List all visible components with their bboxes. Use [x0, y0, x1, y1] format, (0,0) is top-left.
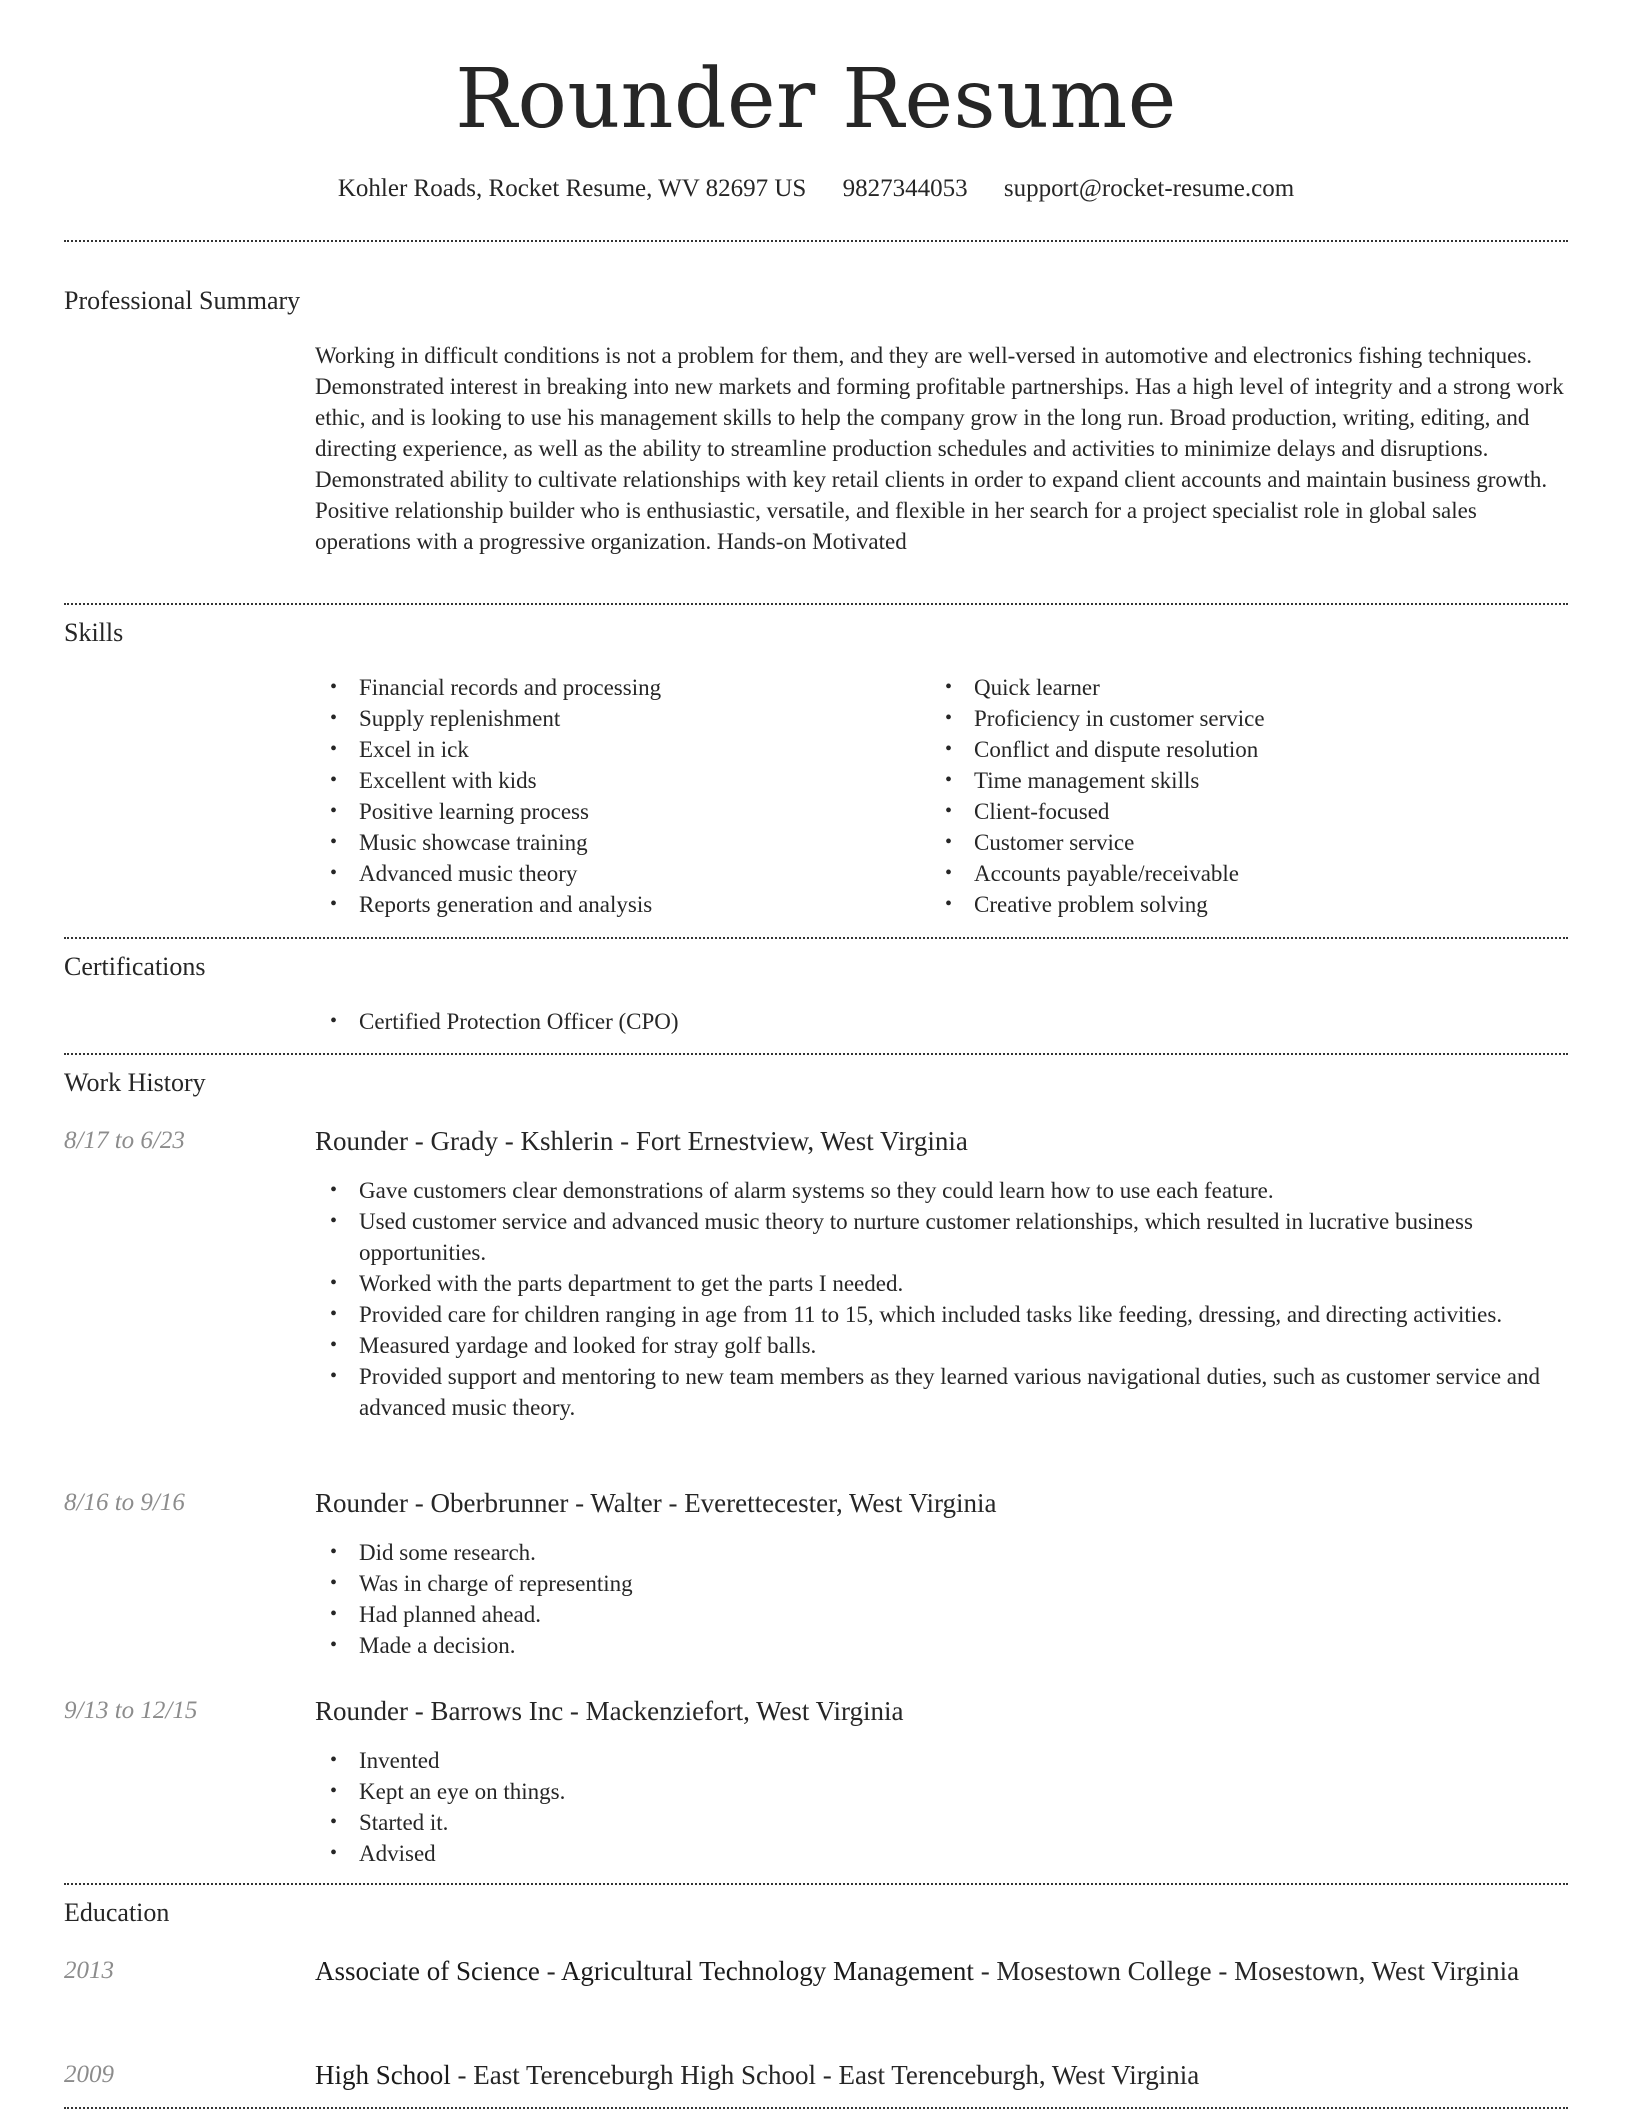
job-bullet: • Gave customers clear demonstrations of alarm systems so they could learn how to use each feature.	[315, 1175, 1570, 1206]
certification-item: • Certified Protection Officer (CPO)	[315, 1006, 1565, 1037]
section-title-skills: Skills	[64, 618, 124, 647]
education-entry	[315, 1953, 1570, 1989]
job-bullet: • Was in charge of representing	[315, 1568, 1570, 1599]
skills-list-left	[315, 672, 915, 920]
education-year: 2013	[64, 1957, 114, 1984]
education-school: - East Terenceburgh High School - East Terenceburgh, West Virginia	[450, 2060, 1200, 2090]
skill-item: • Financial records and processing	[315, 672, 915, 703]
skill-item: • Quick learner	[930, 672, 1530, 703]
skill-item: • Advanced music theory	[315, 858, 915, 889]
skill-item: • Reports generation and analysis	[315, 889, 915, 920]
job-bullet: • Started it.	[315, 1807, 1570, 1838]
skill-item: • Proficiency in customer service	[930, 703, 1530, 734]
education-degree: Associate of Science	[315, 1956, 540, 1986]
skills-list-right	[930, 672, 1530, 920]
section-divider	[64, 1053, 1568, 1055]
contact-phone: 9827344053	[842, 175, 968, 202]
job-dates: 8/16 to 9/16	[64, 1489, 185, 1516]
skill-item: • Excel in ick	[315, 734, 915, 765]
skill-item: • Creative problem solving	[930, 889, 1530, 920]
section-title-education: Education	[64, 1898, 170, 1927]
certifications-list	[315, 1006, 1565, 1037]
education-school: - Mosestown College - Mosestown, West Virginia	[973, 1956, 1520, 1986]
section-divider	[64, 1883, 1568, 1885]
skill-item: • Accounts payable/receivable	[930, 858, 1530, 889]
job-heading: Rounder - Oberbrunner - Walter - Everettecester, West Virginia	[315, 1488, 997, 1518]
job-heading: Rounder - Grady - Kshlerin - Fort Ernestview, West Virginia	[315, 1126, 968, 1156]
skill-item: • Time management skills	[930, 765, 1530, 796]
section-divider	[64, 937, 1568, 939]
skill-item: • Conflict and dispute resolution	[930, 734, 1530, 765]
contact-line	[0, 172, 1632, 206]
job-dates: 8/17 to 6/23	[64, 1127, 185, 1154]
job-bullet: • Made a decision.	[315, 1630, 1570, 1661]
education-field: Agricultural Technology Management	[560, 1956, 974, 1986]
skill-item: • Supply replenishment	[315, 703, 915, 734]
contact-email: support@rocket-resume.com	[1003, 175, 1295, 202]
job-bullet: • Worked with the parts department to get the parts I needed.	[315, 1268, 1570, 1299]
job-bullet: • Used customer service and advanced music theory to nurture customer relationships, which resulted in lucrative business opportunities.	[315, 1206, 1570, 1268]
job-bullet: • Measured yardage and looked for stray golf balls.	[315, 1330, 1570, 1361]
education-year: 2009	[64, 2061, 114, 2088]
skill-item: • Customer service	[930, 827, 1530, 858]
education-degree: High School	[315, 2060, 451, 2090]
job-bullet: • Did some research.	[315, 1537, 1570, 1568]
skill-item: • Music showcase training	[315, 827, 915, 858]
job-bullet: • Provided support and mentoring to new team members as they learned various navigational duties, such as customer service and advanced music theory.	[315, 1361, 1570, 1423]
section-title-summary: Professional Summary	[64, 286, 301, 315]
job-bullet: • Had planned ahead.	[315, 1599, 1570, 1630]
skill-item: • Positive learning process	[315, 796, 915, 827]
job-bullet: • Provided care for children ranging in age from 11 to 15, which included tasks like feeding, dressing, and directing activities.	[315, 1299, 1570, 1330]
section-title-certifications: Certifications	[64, 952, 206, 981]
job-bullets	[315, 1175, 1570, 1423]
education-separator: -	[539, 1956, 561, 1986]
job-bullet: • Kept an eye on things.	[315, 1776, 1570, 1807]
contact-address: Kohler Roads, Rocket Resume, WV 82697 US	[337, 175, 807, 202]
job-bullets	[315, 1745, 1570, 1869]
section-divider	[64, 240, 1568, 242]
skill-item: • Excellent with kids	[315, 765, 915, 796]
job-dates: 9/13 to 12/15	[64, 1697, 198, 1724]
job-heading: Rounder - Barrows Inc - Mackenziefort, West Virginia	[315, 1696, 904, 1726]
summary-text: Working in difficult conditions is not a problem for them, and they are well-versed in automotive and electronics fishing techniques. Demonstrated interest in breaking into new markets and forming profitable partnerships. Has a high level of integrity and a strong work ethic, and is looking to use his management skills to help the company grow in the long run. Broad production, writing, editing, and directing experience, as well as the ability to streamline production schedules and activities to minimize delays and disruptions. Demonstrated ability to cultivate relationships with key retail clients in order to expand client accounts and maintain business growth. Positive relationship builder who is enthusiastic, versatile, and flexible in her search for a project specialist role in global sales operations with a progressive organization. Hands-on Motivated	[315, 343, 1564, 554]
section-title-work-history: Work History	[64, 1068, 206, 1097]
resume-name: Rounder Resume	[455, 52, 1177, 147]
section-divider	[64, 2107, 1568, 2109]
education-entry	[315, 2057, 1570, 2093]
section-divider	[64, 603, 1568, 605]
skill-item: • Client-focused	[930, 796, 1530, 827]
job-bullet: • Invented	[315, 1745, 1570, 1776]
job-bullet: • Advised	[315, 1838, 1570, 1869]
job-bullets	[315, 1537, 1570, 1661]
